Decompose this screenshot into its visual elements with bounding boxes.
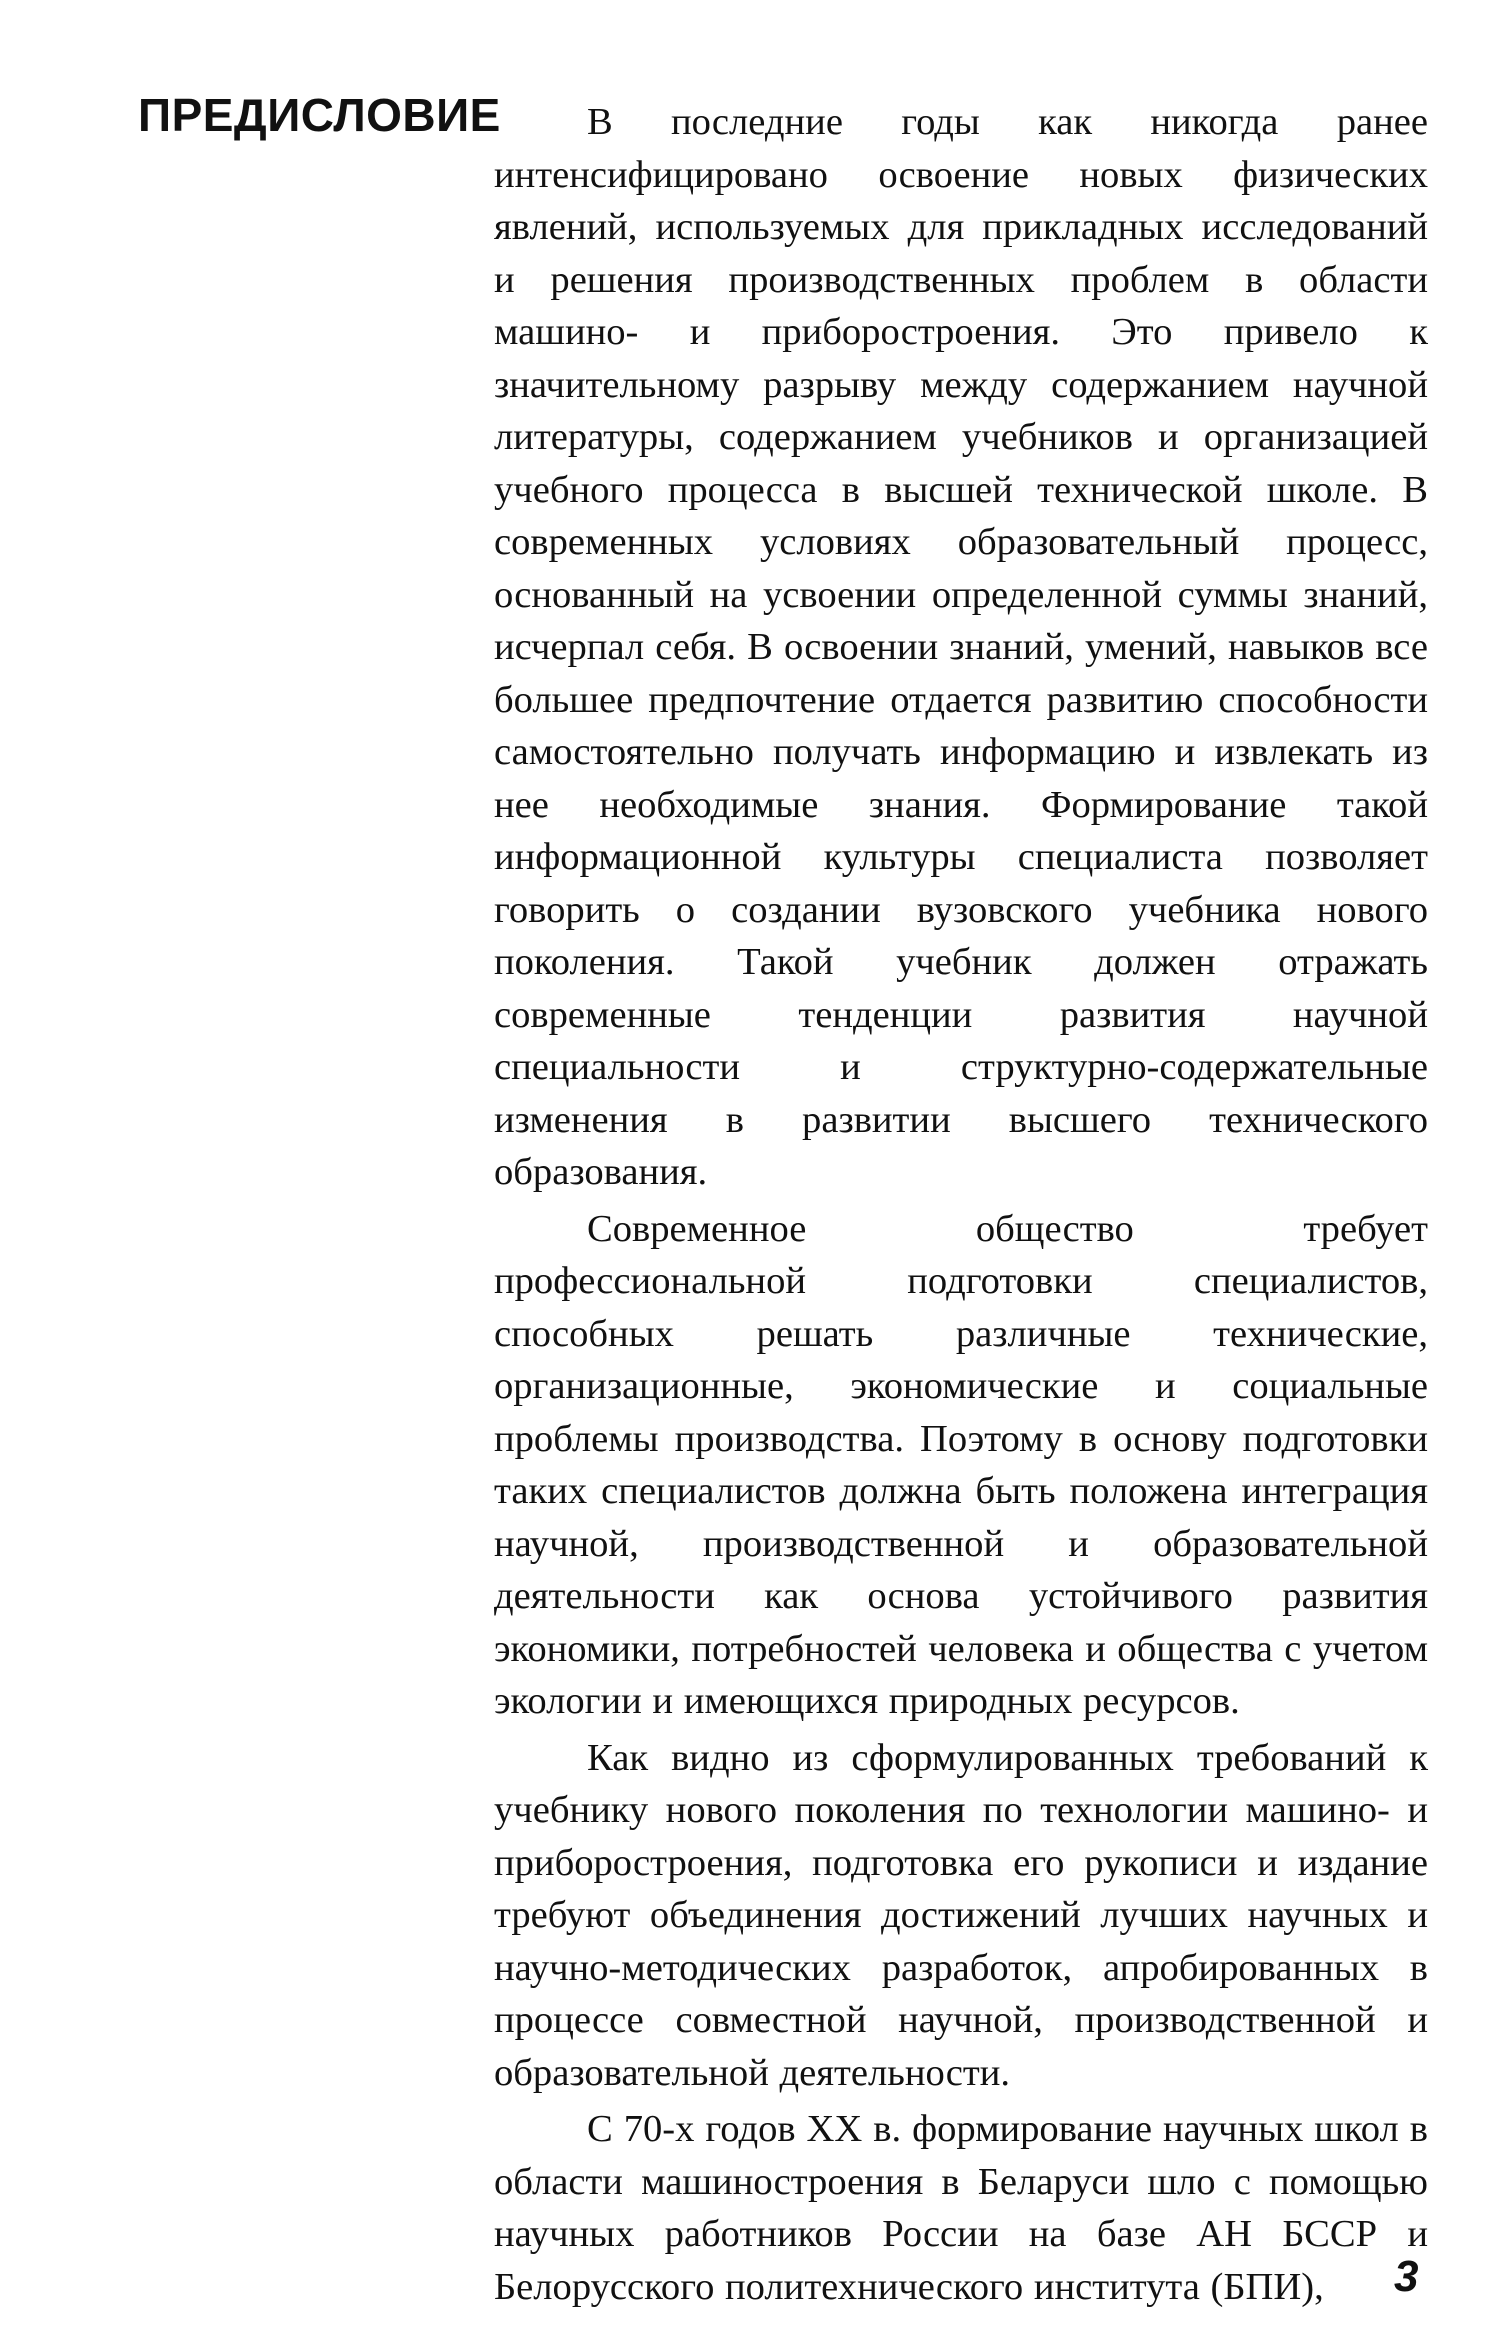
- paragraph-1: В последние годы как никогда ранее интенсифицировано освоение новых физических явлений, используемых для прикладных исследований и решения производственных проблем в области машино- и приборостроения. Это привело к значительному разрыву между содержанием научной литературы, содержанием учебников и организацией учебного процесса в высшей технической школе. В современных условиях образовательный процесс, основанный на усвоении определенной суммы знаний, исчерпал себя. В освоении знаний, умений, навыков все большее предпочтение отдается развитию способности самостоятельно получать информацию и извлекать из нее необходимые знания. Формирование такой информационной культуры специалиста позволяет говорить о создании вузовского учебника нового поколения. Такой учебник должен отражать современные тенденции развития научной специальности и структурно-содержательные изменения в развитии высшего технического образования.: [494, 101, 1428, 1193]
- page-title: ПРЕДИСЛОВИЕ: [138, 89, 501, 141]
- paragraph-4: С 70-х годов XX в. формирование научных школ в области машиностроения в Беларуси шло с помощью научных работников России на базе АН БССР и Белорусского политехнического института (БПИ),: [494, 2108, 1428, 2308]
- paragraph-3: Как видно из сформулированных требований к учебнику нового поколения по технологии машино- и приборостроения, подготовка его рукописи и издание требуют объединения достижений лучших научных и научно-методических разработок, апробированных в процессе совместной научной, производственной и образовательной деятельности.: [494, 1736, 1428, 2094]
- body-text: [494, 96, 1428, 2317]
- page-number: 3: [1394, 2252, 1419, 2301]
- paragraph-2: Современное общество требует профессиональной подготовки специалистов, способных решать различные технические, организационные, экономические и социальные проблемы производства. Поэтому в основу подготовки таких специалистов должна быть положена интеграция научной, производственной и образовательной деятельности как основа устойчивого развития экономики, потребностей человека и общества с учетом экологии и имеющихся природных ресурсов.: [494, 1207, 1428, 1722]
